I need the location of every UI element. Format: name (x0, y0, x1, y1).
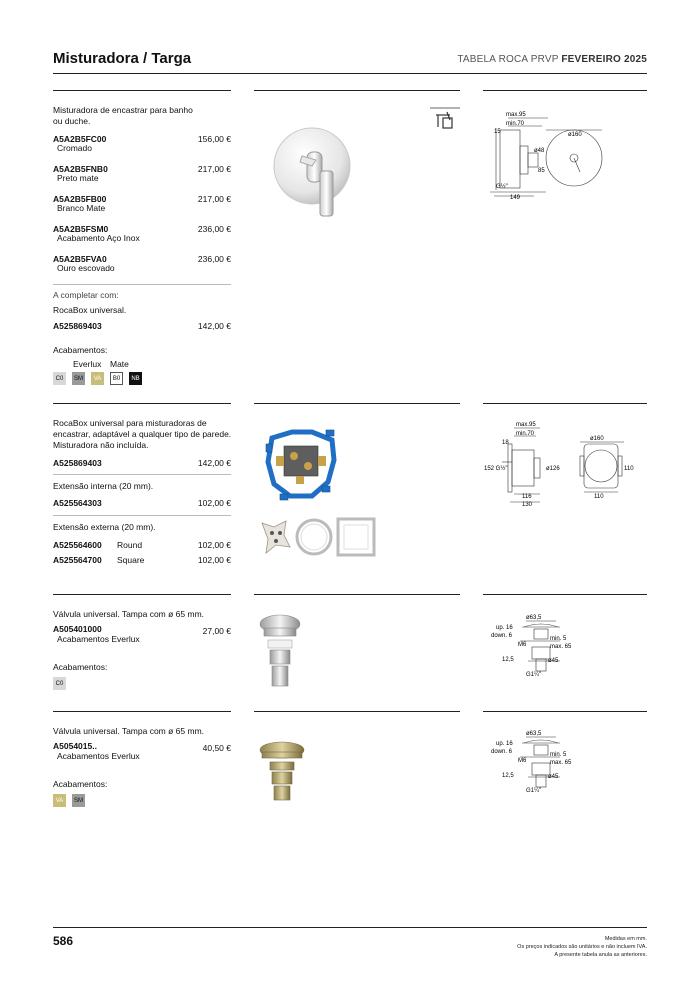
section-rule (254, 90, 460, 91)
page-number: 586 (53, 934, 74, 948)
product-code: A525564700 (53, 555, 102, 565)
section-rule (483, 711, 647, 712)
finish-label: Preto mate (57, 173, 99, 183)
dim-label: ø45 (548, 774, 559, 780)
section-rule (53, 403, 231, 404)
dim-label: min. 5 (550, 636, 567, 642)
footer-note: Medidas em mm. (604, 936, 647, 942)
dim-label: 12,5 (502, 657, 514, 663)
finish-swatch-va: VA (53, 794, 66, 807)
product-price: 102,00 € (197, 498, 231, 508)
finish-swatch-nb: NB (129, 372, 142, 385)
finish-label: Acabamentos Everlux (57, 751, 140, 761)
dim-label: max.95 (506, 112, 526, 118)
product-code: A5A2B5FNB0 (53, 164, 108, 174)
divider (53, 284, 231, 285)
finish-label: Ouro escovado (57, 263, 115, 273)
catalog-header: TABELA ROCA PRVP FEVEREIRO 2025 (457, 54, 647, 65)
product-price: 236,00 € (197, 224, 231, 234)
dim-label: 12,5 (502, 773, 514, 779)
product-code: A5A2B5FVA0 (53, 254, 107, 264)
mixer-image (272, 126, 362, 218)
product-price: 142,00 € (197, 321, 231, 331)
product-code: A5A2B5FB00 (53, 194, 107, 204)
product-code: A5054015.. (53, 741, 97, 751)
product-code: A525564600 (53, 540, 102, 550)
product-description: RocaBox universal para misturadoras de encastrar, adaptável a qualquer tipo de parede. Misturadora não incluída. (53, 418, 232, 450)
product-price: 142,00 € (197, 458, 231, 468)
product-description: Válvula universal. Tampa com ø 65 mm. (53, 726, 205, 736)
product-code: A525869403 (53, 321, 102, 331)
dim-label: min. 5 (550, 752, 567, 758)
divider (53, 474, 231, 475)
technical-drawing (486, 108, 646, 206)
footer-note: A presente tabela anula as anteriores. (554, 952, 647, 958)
dim-label: 18 (502, 440, 509, 446)
section-rule (254, 594, 460, 595)
finishes-label: Acabamentos: (53, 779, 108, 789)
technical-drawing (484, 418, 648, 508)
dim-label: down. 6 (491, 749, 513, 755)
rocabox-label: RocaBox universal. (53, 305, 127, 315)
product-price: 102,00 € (197, 540, 231, 550)
dim-label: ø48 (534, 148, 545, 154)
section-rule (483, 594, 647, 595)
dim-label: 110 (594, 494, 604, 500)
variant-label: Round (117, 540, 143, 550)
product-price: 217,00 € (197, 194, 231, 204)
extension-images (258, 517, 384, 559)
shower-mixer-pictogram (430, 107, 460, 137)
extension-label: Extensão interna (20 mm). (53, 481, 154, 491)
dim-label: 149 (510, 195, 521, 201)
finish-swatch-sm: SM (72, 372, 85, 385)
dim-label: min.70 (506, 121, 525, 127)
section-rule (53, 90, 231, 91)
rocabox-image (262, 424, 340, 504)
dim-label: ø160 (590, 436, 604, 442)
dim-label: max.95 (516, 422, 536, 428)
product-price: 102,00 € (197, 555, 231, 565)
dim-label: G½" (496, 184, 508, 190)
finish-label: Cromado (57, 143, 92, 153)
dim-label: G1¼" (526, 788, 542, 794)
product-price: 40,50 € (202, 743, 231, 753)
finish-swatch-sm: SM (72, 794, 85, 807)
product-code: A525869403 (53, 458, 102, 468)
dim-label: ø63,5 (526, 615, 542, 621)
dim-label: G1¼" (526, 672, 542, 678)
product-code: A5A2B5FC00 (53, 134, 107, 144)
product-description: Misturadora de encastrar para banho ou duche. (53, 105, 193, 126)
dim-label: down. 6 (491, 633, 513, 639)
section-rule (53, 711, 231, 712)
everlux-label: Everlux (73, 359, 102, 369)
dim-label: 130 (522, 502, 533, 508)
extension-label: Extensão externa (20 mm). (53, 522, 156, 532)
product-price: 156,00 € (197, 134, 231, 144)
finish-swatch-va: VA (91, 372, 104, 385)
finish-label: Acabamentos Everlux (57, 634, 140, 644)
section-rule (254, 403, 460, 404)
product-code: A5A2B5FSM0 (53, 224, 109, 234)
dim-label: 110 (624, 466, 634, 472)
drain-valve-image (258, 612, 302, 688)
dim-label: ø126 (546, 466, 560, 472)
dim-label: max. 65 (550, 760, 572, 766)
finishes-label: Acabamentos: (53, 662, 108, 672)
dim-label: ø160 (568, 132, 582, 138)
product-price: 236,00 € (197, 254, 231, 264)
dim-label: ø45 (548, 658, 559, 664)
dim-label: min.70 (516, 431, 535, 437)
page-title: Misturadora / Targa (53, 50, 192, 67)
divider (53, 515, 231, 516)
dim-label: 152 G½" (484, 466, 508, 472)
dim-label: ø63,5 (526, 731, 542, 737)
drain-valve-image (258, 740, 306, 802)
variant-label: Square (117, 555, 145, 565)
product-price: 217,00 € (197, 164, 231, 174)
dim-label: 116 (522, 494, 532, 500)
finish-label: Acabamento Aço Inox (57, 233, 140, 243)
finish-swatch-b0: B0 (110, 372, 123, 385)
header-rule (53, 73, 647, 74)
dim-label: up. 16 (496, 625, 513, 631)
dim-label: 15 (494, 129, 501, 135)
section-rule (53, 594, 231, 595)
footer-note: Os preços indicados são unitários e não incluem IVA. (517, 944, 647, 950)
footer-rule (53, 927, 647, 928)
product-code: A505401000 (53, 624, 102, 634)
product-price: 27,00 € (202, 626, 231, 636)
finish-swatch-c0: C0 (53, 677, 66, 690)
dim-label: M6 (518, 758, 527, 764)
technical-drawing (490, 611, 580, 679)
product-description: Válvula universal. Tampa com ø 65 mm. (53, 609, 205, 619)
dim-label: max. 65 (550, 644, 572, 650)
complete-label: A completar com: (53, 290, 119, 300)
technical-drawing (490, 727, 580, 795)
finish-label: Branco Mate (57, 203, 106, 213)
mate-label: Mate (110, 359, 129, 369)
dim-label: M6 (518, 642, 527, 648)
section-rule (254, 711, 460, 712)
finishes-label: Acabamentos: (53, 345, 108, 355)
section-rule (483, 403, 647, 404)
dim-label: up. 16 (496, 741, 513, 747)
dim-label: 85 (538, 168, 545, 174)
section-rule (483, 90, 647, 91)
product-code: A525564303 (53, 498, 102, 508)
finish-swatch-c0: C0 (53, 372, 66, 385)
